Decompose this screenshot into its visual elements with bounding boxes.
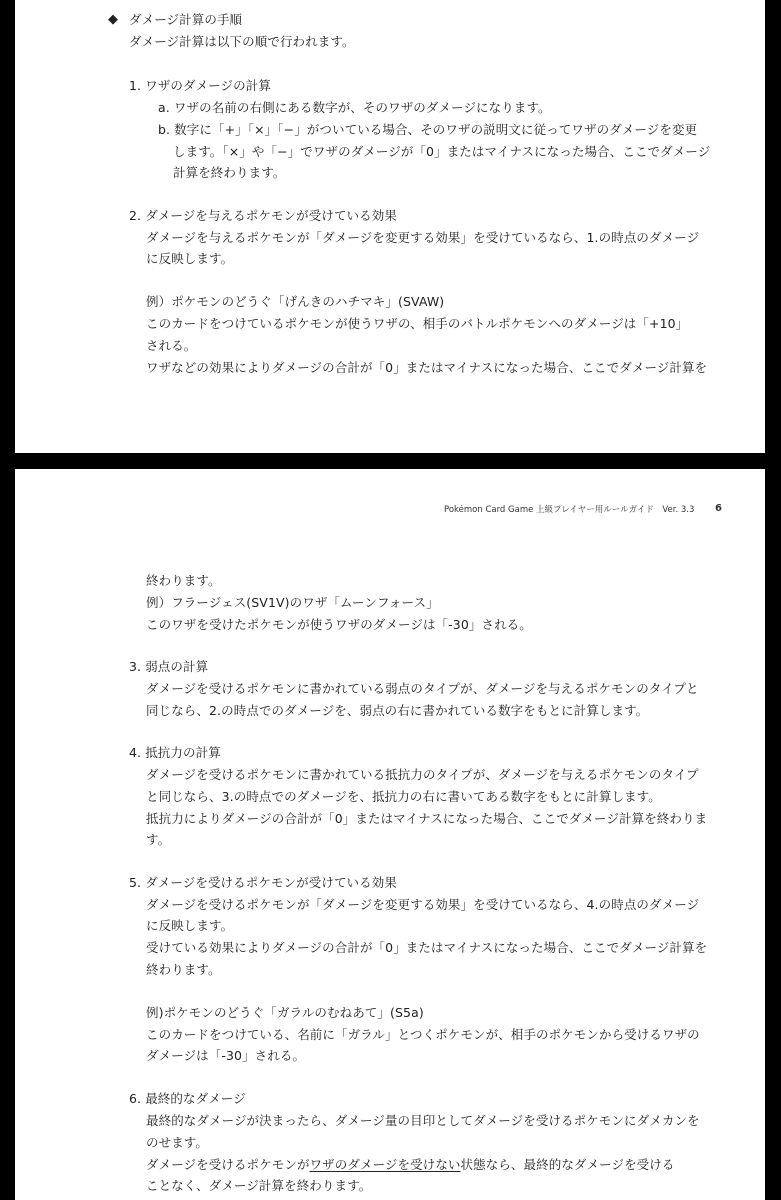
step-5-example-line2: ダメージは「-30」される。: [146, 1048, 306, 1063]
step-5-line2: に反映します。: [146, 918, 234, 933]
step-5-title: 5. ダメージを受けるポケモンが受けている効果: [129, 875, 397, 890]
step-6-title: 6. 最終的なダメージ: [129, 1091, 246, 1106]
continued-line: 終わります。: [146, 573, 221, 588]
step-3-line1: ダメージを受けるポケモンに書かれている弱点のタイプが、ダメージを与えるポケモンのタイプと: [146, 681, 699, 696]
step-1-title: 1. ワザのダメージの計算: [129, 78, 271, 93]
step-3-title: 3. 弱点の計算: [129, 659, 209, 674]
step-4-line2: と同じなら、3.の時点でのダメージを、抵抗力の右に書いてある数字をもとに計算します。: [146, 789, 661, 804]
step-6-underlined-phrase: ワザのダメージを受けない: [309, 1157, 461, 1172]
step-2-example-title: 例）ポケモンのどうぐ「げんきのハチマキ」(SVAW): [146, 294, 445, 309]
step-6-line3-end: 状態なら、最終的なダメージを受ける: [460, 1157, 675, 1172]
step-4-title: 4. 抵抗力の計算: [129, 745, 221, 760]
document-page-2: [15, 469, 765, 1200]
step-6-line3-start: ダメージを受けるポケモンが: [146, 1157, 310, 1172]
intro-text: ダメージ計算は以下の順で行われます。: [129, 34, 355, 49]
continued-example-title: 例）フラージェス(SV1V)のワザ「ムーンフォース」: [146, 595, 439, 610]
step-2-example-line3: ワザなどの効果によりダメージの合計が「0」またはマイナスになった場合、ここでダメージ計算を: [146, 360, 708, 375]
step-6-line4: ことなく、ダメージ計算を終わります。: [146, 1178, 372, 1193]
step-1-b-line3: 計算を終わります。: [173, 165, 286, 180]
step-2-example-line2: される。: [146, 338, 197, 353]
step-3-line2: 同じなら、2.の時点でのダメージを、弱点の右に書かれている数字をもとに計算します。: [146, 703, 649, 718]
step-5-example-title: 例)ポケモンのどうぐ「ガラルのむねあて」(S5a): [146, 1005, 424, 1020]
step-2-example-line1: このカードをつけているポケモンが使うワザの、相手のバトルポケモンへのダメージは「+10」: [146, 316, 689, 331]
step-2-title: 2. ダメージを与えるポケモンが受けている効果: [129, 208, 397, 223]
continued-example-line: このワザを受けたポケモンが使うワザのダメージは「-30」される。: [146, 617, 532, 632]
step-2-line1: ダメージを与えるポケモンが「ダメージを変更する効果」を受けているなら、1.の時点のダメージ: [146, 230, 700, 245]
step-4-line3: 抵抗力によりダメージの合計が「0」またはマイナスになった場合、ここでダメージ計算を終わりま: [146, 811, 708, 826]
step-5-line1: ダメージを受けるポケモンが「ダメージを変更する効果」を受けているなら、4.の時点のダメージ: [146, 897, 700, 912]
step-5-example-line1: このカードをつけている、名前に「ガラル」とつくポケモンが、相手のポケモンから受けるワザの: [146, 1027, 700, 1042]
page-header: Pokémon Card Game 上級プレイヤー用ルールガイド Ver. 3.3: [444, 505, 695, 515]
step-6-line2: のせます。: [146, 1135, 209, 1150]
step-2-line2: に反映します。: [146, 251, 234, 266]
step-6-line1: 最終的なダメージが決まったら、ダメージ量の目印としてダメージを受けるポケモンにダメカンを: [146, 1113, 700, 1128]
step-5-line3: 受けている効果によりダメージの合計が「0」またはマイナスになった場合、ここでダメージ計算を: [146, 940, 708, 955]
section-title: ダメージ計算の手順: [129, 12, 243, 27]
step-4-line1: ダメージを受けるポケモンに書かれている抵抗力のタイプが、ダメージを与えるポケモンのタイプ: [146, 767, 699, 782]
step-5-line4: 終わります。: [146, 962, 221, 977]
step-1-b-line1: b. 数字に「+」「×」「−」がついている場合、そのワザの説明文に従ってワザのダメージを変更: [158, 122, 698, 137]
document-page-1: [15, 0, 765, 453]
step-1-a: a. ワザの名前の右側にある数字が、そのワザのダメージになります。: [158, 100, 551, 115]
step-4-line4: す。: [146, 832, 171, 847]
step-6-line3: [146, 1157, 674, 1173]
page-number: 6: [715, 503, 722, 514]
diamond-bullet-icon: ◆: [108, 12, 119, 27]
step-1-b-line2: します。「×」や「−」でワザのダメージが「0」またはマイナスになった場合、ここでダメージ: [173, 144, 711, 159]
